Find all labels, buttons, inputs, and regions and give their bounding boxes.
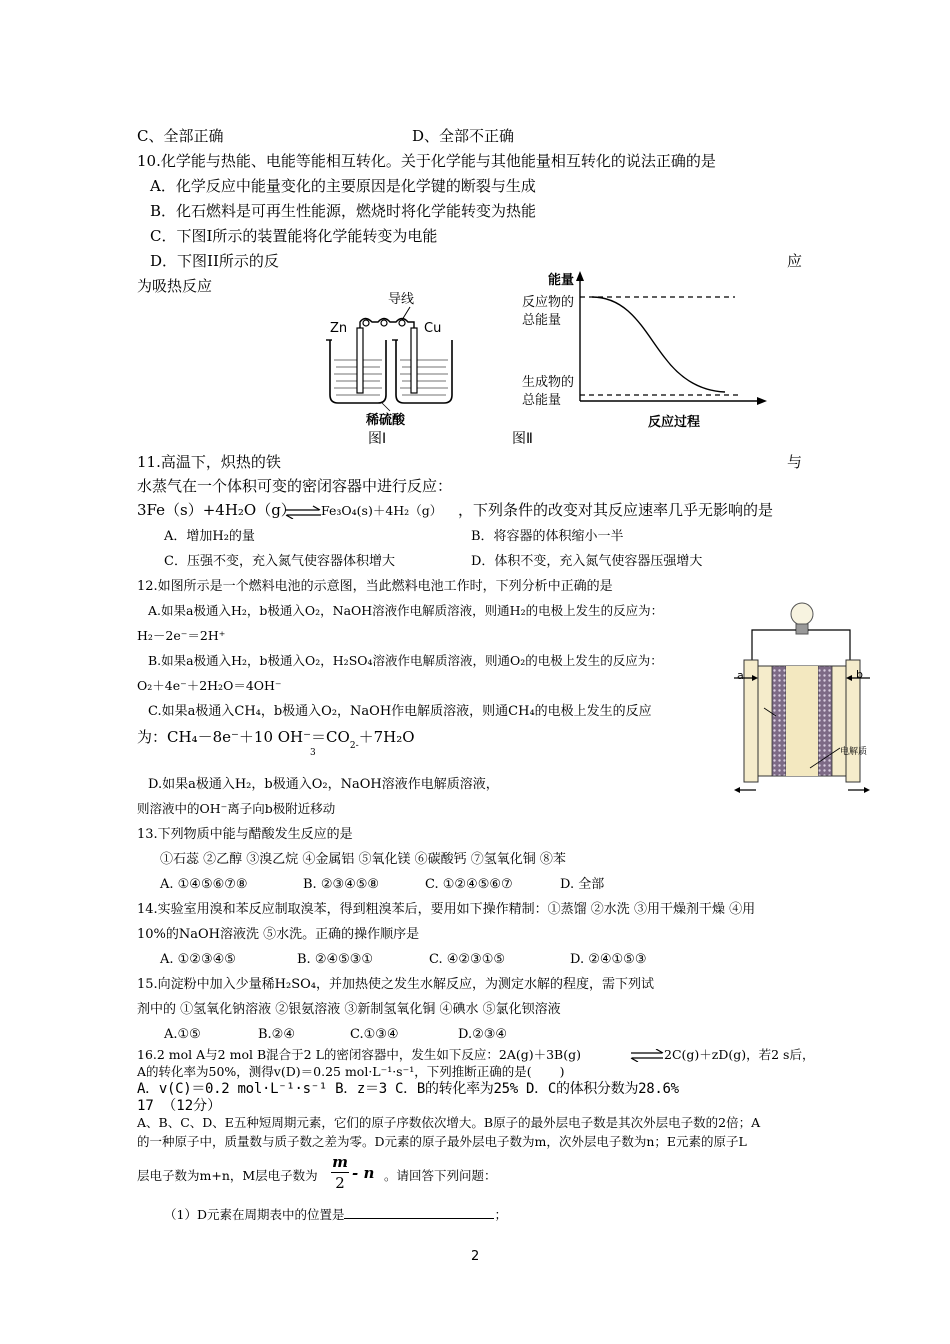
q15-option-c: C.①③④	[350, 1027, 399, 1042]
q10-stem: 10.化学能与热能、电能等能相互转化。关于化学能与其他能量相互转化的说法正确的是	[137, 152, 716, 170]
q12-option-a-2: H₂－2e⁻＝2H⁺	[137, 628, 226, 643]
q9-option-c: C、全部正确	[137, 127, 224, 145]
q11-equation-right: Fe₃O₄(s)＋4H₂（g）	[321, 503, 443, 518]
reactant-energy-label-2: 总能量	[522, 313, 562, 328]
q17-paragraph-1: A、B、C、D、E五种短周期元素，它们的原子序数依次增大。B原子的最外层电子数是其次外层电子数的2倍；A	[137, 1115, 761, 1130]
q11-option-a: A．增加H₂的量	[164, 529, 255, 544]
q13-items: ①石蕊 ②乙醇 ③溴乙烷 ④金属铝 ⑤氧化镁 ⑥碳酸钙 ⑦氢氧化铜 ⑧苯	[160, 852, 566, 867]
electrode-b-label: b	[856, 668, 863, 681]
figure-2-energy-diagram	[520, 263, 770, 433]
q12-option-d-2: 则溶液中的OH⁻离子向b极附近移动	[137, 801, 336, 816]
q16-options: A．v(C)＝0.2 mol·L⁻¹·s⁻¹ B．z＝3 C．B的转化率为25% D．C的体积分数为28.6%	[137, 1081, 679, 1097]
fraction-numerator: m	[332, 1153, 348, 1171]
energy-axis-label: 能量	[548, 273, 575, 288]
q17-paragraph-3-end: 。请回答下列问题：	[384, 1168, 497, 1183]
zn-label: Zn	[330, 321, 348, 336]
q17-question-1-text: （1）D元素在周期表中的位置是	[164, 1207, 345, 1222]
q10-option-d-end: 应	[787, 252, 803, 270]
q12-option-b-2: O₂＋4e⁻＋2H₂O＝4OH⁻	[137, 678, 282, 693]
q12-option-c-2	[137, 730, 415, 751]
q15-option-d: D.②③④	[458, 1027, 508, 1042]
q14-option-d: D. ②④①⑤③	[570, 952, 647, 967]
q14-option-b: B. ②④⑤③①	[297, 952, 374, 967]
q12-option-b-1: B.如果a极通入H₂，b极通入O₂，H₂SO₄溶液作电解质溶液，则通O₂的电极上发生的反应为：	[148, 653, 663, 668]
q12-option-d-1: D.如果a极通入H₂，b极通入O₂，NaOH溶液作电解质溶液，	[148, 777, 499, 792]
q14-stem-1: 14.实验室用溴和苯反应制取溴苯，得到粗溴苯后，要用如下操作精制：①蒸馏 ②水洗 ③用干燥剂干燥 ④用	[137, 902, 756, 917]
q12-c-eq-end: ＋7H₂O	[358, 728, 415, 746]
q11-stem: 11.高温下，炽热的铁	[137, 453, 281, 471]
answer-blank[interactable]	[344, 1206, 494, 1219]
q15-stem-2: 剂中的 ①氢氧化钠溶液 ②银氨溶液 ③新制氢氧化铜 ④碘水 ⑤氯化钡溶液	[137, 1002, 561, 1017]
q11-stem-end: 与	[787, 453, 803, 471]
product-energy-label-2: 总能量	[522, 393, 562, 408]
q9-option-d: D、全部不正确	[412, 127, 515, 145]
electrolyte-label: 电解质	[840, 747, 868, 757]
q12-option-c-1: C.如果a极通入CH₄，b极通入O₂，NaOH作电解质溶液，则通CH₄的电极上发生的反应	[148, 704, 652, 719]
q12-option-a-1: A.如果a极通入H₂，b极通入O₂，NaOH溶液作电解质溶液，则通H₂的电极上发生的反应为：	[148, 603, 664, 618]
q10-option-d: D．下图II所示的反	[150, 252, 279, 270]
q10-option-c: C．下图Ⅰ所示的装置能将化学能转变为电能	[150, 227, 438, 245]
q16-line-2-end: )	[559, 1064, 565, 1079]
q11-option-b: B．将容器的体积缩小一半	[471, 529, 624, 544]
q14-stem-2: 10%的NaOH溶液洗 ⑤水洗。正确的操作顺序是	[137, 927, 420, 942]
reversible-arrow-icon	[283, 505, 323, 519]
fraction-minus-n: - n	[352, 1164, 375, 1182]
fuel-cell-figure	[732, 598, 872, 803]
q12-c-eq-start: 为：CH₄－8e⁻＋10 OH⁻＝CO	[137, 728, 350, 746]
q16-line-1: 16.2 mol A与2 mol B混合于2 L的密闭容器中，发生如下反应：2A(g)＋3B(g)	[137, 1047, 582, 1062]
q16-line-2-text: A的转化率为50%，测得v(D)＝0.25 mol·L⁻¹·s⁻¹，下列推断正确的是(	[137, 1064, 532, 1079]
q11-equation-tail: ，下列条件的改变对其反应速率几乎无影响的是	[458, 501, 774, 519]
q15-stem-1: 15.向淀粉中加入少量稀H₂SO₄，并加热使之发生水解反应，为测定水解的程度，需下列试	[137, 977, 654, 992]
acid-label: 稀硫酸	[366, 413, 406, 428]
q17-paragraph-3: 层电子数为m+n，M层电子数为	[137, 1168, 318, 1183]
q12-stem: 12.如图所示是一个燃料电池的示意图，当此燃料电池工作时，下列分析中正确的是	[137, 579, 613, 594]
product-energy-label-1: 生成物的	[522, 375, 575, 390]
q11-equation-left: 3Fe（s）+4H₂O（g）	[137, 501, 296, 519]
q11-option-d: D．体积不变，充入氮气使容器压强增大	[471, 554, 703, 569]
fraction-denominator: 2	[335, 1174, 345, 1192]
page-number: 2	[471, 1249, 480, 1264]
q14-option-c: C. ④②③①⑤	[429, 952, 506, 967]
q17-paragraph-2: 的一种原子中，质量数与质子数之差为零。D元素的原子最外层电子数为m，次外层电子数为n；E元素的原子L	[137, 1134, 747, 1149]
q13-stem: 13.下列物质中能与醋酸发生反应的是	[137, 827, 353, 842]
fraction-bar	[331, 1172, 349, 1173]
q17-question-1-end: ；	[494, 1207, 507, 1222]
reaction-progress-label: 反应过程	[648, 415, 701, 430]
q10-option-a: A．化学反应中能量变化的主要原因是化学键的断裂与生成	[150, 177, 536, 195]
reactant-energy-label-1: 反应物的	[522, 295, 575, 310]
electrode-a-label: a	[737, 669, 744, 682]
figure-1-galvanic-cell	[320, 285, 470, 428]
q16-line-2	[137, 1066, 564, 1079]
q16-line-1-end: 2C(g)＋zD(g)，若2 s后，	[664, 1047, 815, 1062]
q16-reversible-arrow-icon	[630, 1049, 664, 1062]
q13-option-c: C. ①②④⑤⑥⑦	[425, 877, 513, 892]
q15-option-a: A.①⑤	[164, 1027, 201, 1042]
q10-option-d-cont: 为吸热反应	[137, 277, 213, 295]
q12-c-eq-sub-2: 3	[310, 748, 316, 758]
q11-option-c: C．压强不变，充入氮气使容器体积增大	[164, 554, 395, 569]
figure-1-caption: 图Ⅰ	[368, 431, 387, 447]
q15-option-b: B.②④	[258, 1027, 295, 1042]
wire-label: 导线	[388, 292, 415, 307]
q17-question-1	[164, 1206, 507, 1222]
q17-head: 17 （12分）	[137, 1098, 222, 1114]
figure-2-caption: 图Ⅱ	[512, 431, 533, 447]
fuel-cell-diagram	[732, 598, 872, 803]
q13-option-a: A. ①④⑤⑥⑦⑧	[160, 877, 248, 892]
q10-option-b: B．化石燃料是可再生性能源，燃烧时将化学能转变为热能	[150, 202, 537, 220]
q11-line-2: 水蒸气在一个体积可变的密闭容器中进行反应：	[137, 477, 453, 495]
cu-label: Cu	[424, 321, 442, 336]
q12-c-eq-sub: 2-	[349, 741, 359, 751]
q14-option-a: A. ①②③④⑤	[160, 952, 236, 967]
q13-option-b: B. ②③④⑤⑧	[303, 877, 380, 892]
q13-option-d: D. 全部	[560, 877, 605, 892]
